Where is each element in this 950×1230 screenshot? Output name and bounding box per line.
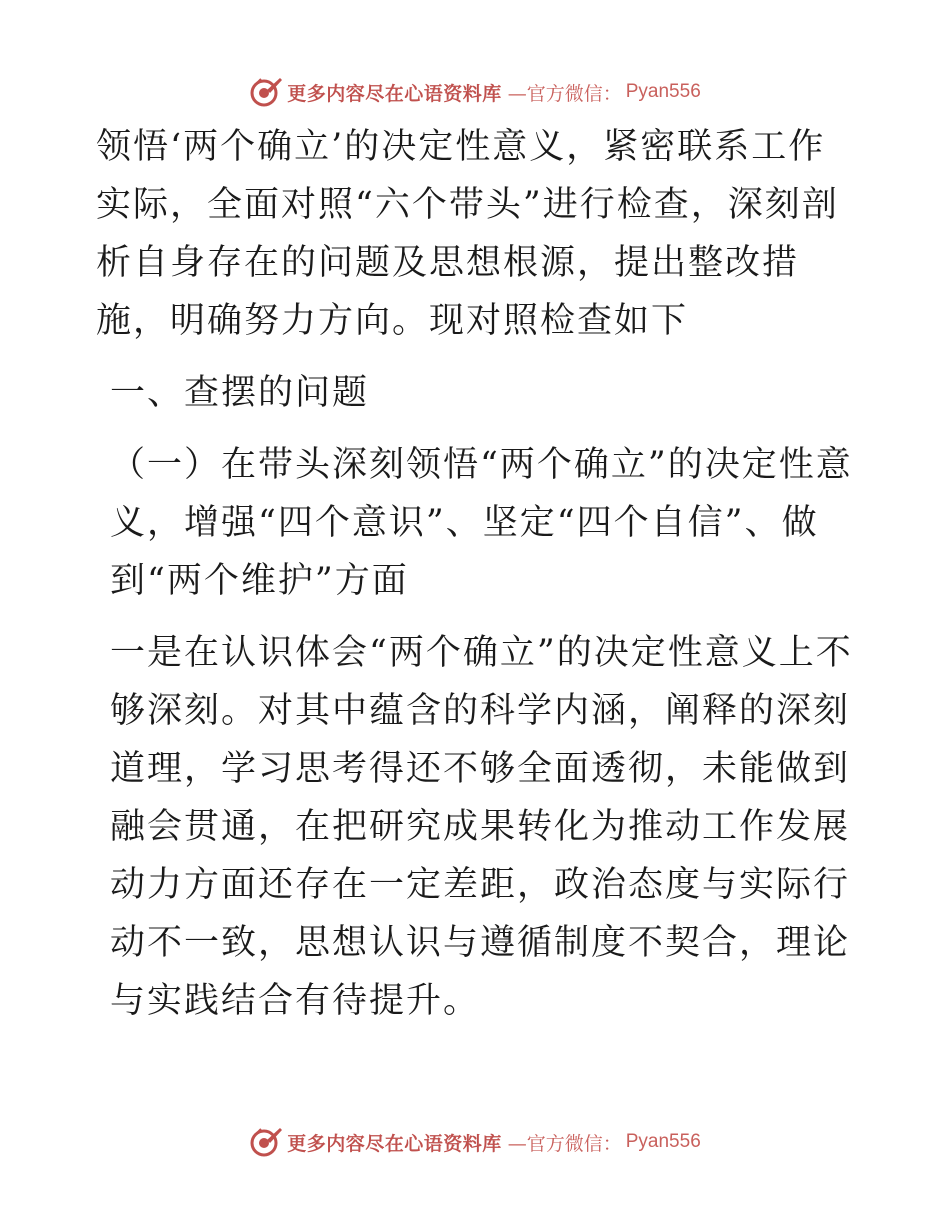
document-body — [96, 118, 856, 1030]
subsection-heading: （一）在带头深刻领悟“两个确立”的决定性意义，增强“四个意识”、坚定“四个自信”、做到“两个维护”方面 — [110, 445, 853, 601]
watermark-separator: —官方微信： — [507, 1132, 622, 1155]
watermark-separator: —官方微信： — [507, 82, 622, 105]
pen-logo-icon — [249, 75, 283, 109]
section-heading: 一、查摆的问题 — [110, 373, 370, 413]
body-paragraph: 一是在认识体会“两个确立”的决定性意义上不够深刻。对其中蕴含的科学内涵，阐释的深刻道理，学习思考得还不够全面透彻，未能做到融会贯通，在把研究成果转化为推动工作发展动力方面还存在一定差距，政治态度与实际行动不一致，思想认识与遵循制度不契合，理论与实践结合有待提升。 — [110, 633, 853, 1021]
watermark-header — [0, 72, 950, 112]
watermark-wechat-id: Pyan556 — [625, 81, 701, 102]
pen-logo-icon — [249, 1125, 283, 1159]
watermark-brand: 更多内容尽在心语资料库 — [287, 1132, 502, 1155]
watermark-brand: 更多内容尽在心语资料库 — [287, 82, 502, 105]
intro-paragraph: 领悟‘两个确立’的决定性意义，紧密联系工作实际，全面对照“六个带头”进行检查，深刻剖析自身存在的问题及思想根源，提出整改措施，明确努力方向。现对照检查如下 — [96, 127, 839, 341]
watermark-wechat-id: Pyan556 — [625, 1131, 701, 1152]
watermark-footer — [0, 1122, 950, 1162]
